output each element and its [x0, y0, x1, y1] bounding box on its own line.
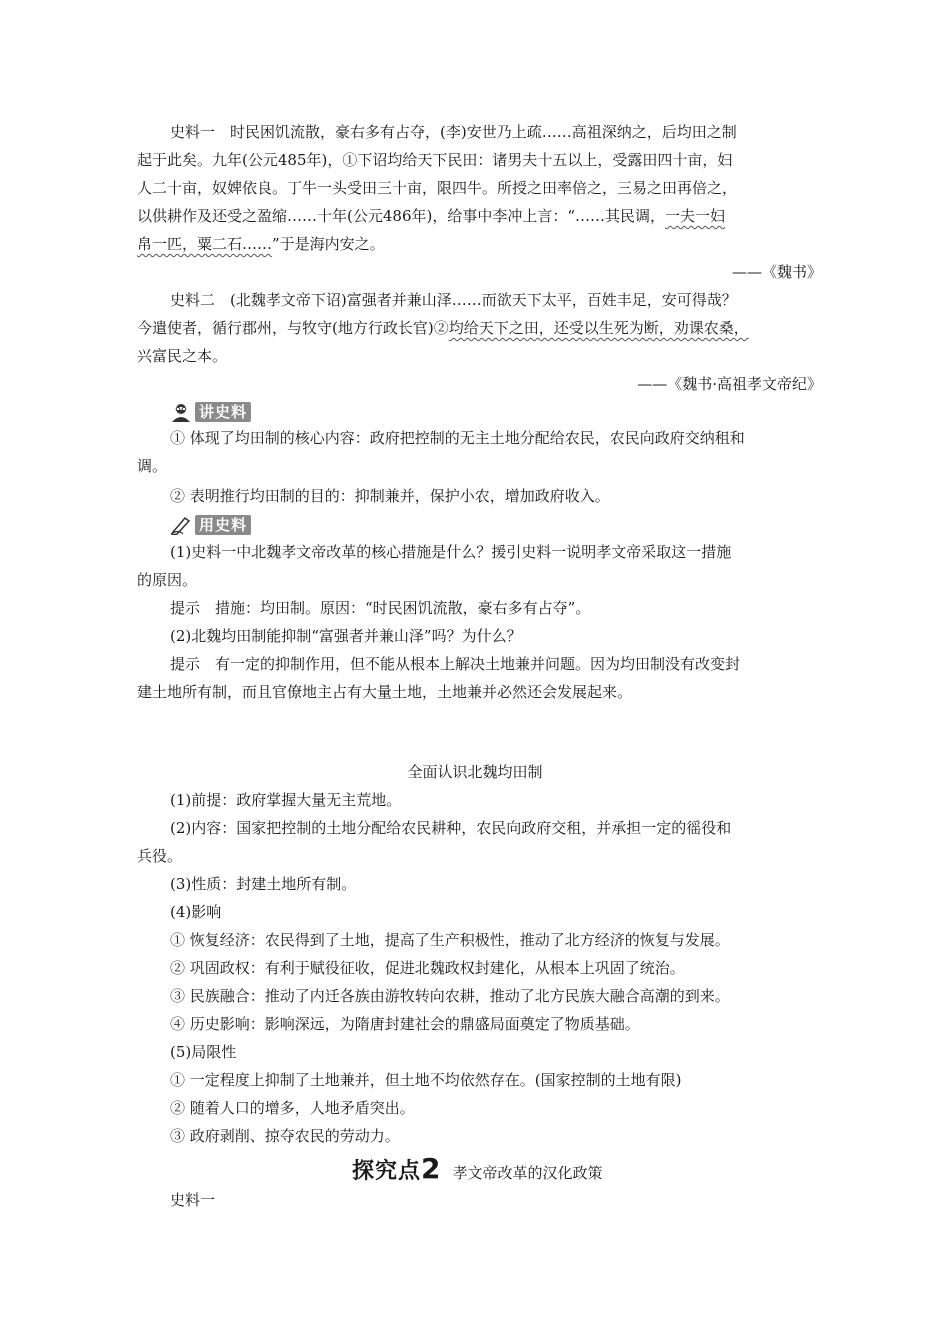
- question1-line2: 的原因。: [137, 571, 198, 589]
- source1-line1: 史料一 时民困饥流散，豪右多有占夺，(李)安世乃上疏……高祖深纳之，后均田之制: [170, 123, 737, 141]
- pen-icon: [170, 515, 192, 535]
- section2-number: 2: [421, 1152, 441, 1185]
- source2-line3: 兴富民之本。: [137, 347, 228, 365]
- summary-limit-1: ① 一定程度上抑制了土地兼并，但土地不均依然存在。(国家控制的土地有限): [170, 1071, 682, 1089]
- source1-line3: 人二十亩，奴婢依良。丁牛一头受田三十亩，限四牛。所授之田率倍之，三易之田再倍之，: [137, 179, 738, 197]
- source1-line5-text: ”于是海内安之。: [272, 235, 385, 253]
- summary-title: 全面认识北魏均田制: [407, 763, 543, 781]
- source2-line2-emphasis: 均给天下之田，还受以生死为断，劝课农桑，: [448, 319, 749, 337]
- summary-impact-4: ④ 历史影响：影响深远，为隋唐封建社会的鼎盛局面奠定了物质基础。: [170, 1015, 640, 1033]
- source2-citation: ——《魏书·高祖孝文帝纪》: [637, 375, 822, 393]
- summary-impact-heading: (4)影响: [170, 903, 222, 921]
- source1-line4: [137, 202, 827, 230]
- answer1: 提示 措施：均田制。原因：“时民困饥流散，豪右多有占夺”。: [170, 599, 591, 617]
- section2-title: [352, 1152, 441, 1185]
- source1-line2: 起于此矣。九年(公元485年)，①下诏均给天下民田：诸男夫十五以上，受露田四十亩，妇: [137, 151, 733, 169]
- use-tag: 用史料: [195, 515, 251, 535]
- source1-citation: ——《魏书》: [731, 263, 822, 281]
- source2-line1: 史料二 (北魏孝文帝下诏)富强者并兼山泽……而欲天下太平，百姓丰足，安可得哉？: [170, 291, 737, 309]
- source1-line5-emphasis: 帛一匹，粟二石……: [137, 235, 273, 253]
- section2-next-source: 史料一: [170, 1191, 216, 1209]
- summary-impact-1: ① 恢复经济：农民得到了土地，提高了生产积极性，推动了北方经济的恢复与发展。: [170, 931, 730, 949]
- source1-line4-text: 以供耕作及还受之盈缩……十年(公元486年)，给事中李冲上言：“……其民调，: [137, 207, 666, 225]
- section2-main: 探究点: [352, 1159, 422, 1184]
- source1-line5: [137, 230, 827, 258]
- explain-point2: ② 表明推行均田制的目的：抑制兼并，保护小农，增加政府收入。: [170, 487, 610, 505]
- source2-line2-text: 今遣使者，循行郡州，与牧守(地方行政长官)②: [137, 319, 449, 337]
- teacher-icon: [170, 402, 192, 422]
- question1-line1: (1)史料一中北魏孝文帝改革的核心措施是什么？援引史料一说明孝文帝采取这一措施: [170, 543, 732, 561]
- summary-nature: (3)性质：封建土地所有制。: [170, 875, 357, 893]
- section2-heading: [352, 1152, 603, 1185]
- source2-line2: [137, 314, 827, 342]
- summary-premise: (1)前提：政府掌握大量无主荒地。: [170, 791, 402, 809]
- summary-limit-heading: (5)局限性: [170, 1043, 237, 1061]
- answer2-line1: 提示 有一定的抑制作用，但不能从根本上解决土地兼并问题。因为均田制没有改变封: [170, 655, 741, 673]
- explain-label: [170, 401, 251, 423]
- section2-subtitle: 孝文帝改革的汉化政策: [452, 1164, 603, 1182]
- use-label: [170, 514, 251, 536]
- summary-limit-2: ② 随着人口的增多，人地矛盾突出。: [170, 1099, 415, 1117]
- summary-impact-3: ③ 民族融合：推动了内迁各族由游牧转向农耕，推动了北方民族大融合高潮的到来。: [170, 987, 730, 1005]
- explain-point1-line1: ① 体现了均田制的核心内容：政府把控制的无主土地分配给农民，农民向政府交纳租和: [170, 429, 745, 447]
- question2: (2)北魏均田制能抑制“富强者并兼山泽”吗？为什么？: [170, 627, 522, 645]
- summary-content-line2: 兵役。: [137, 847, 183, 865]
- source1-line4-emphasis: 一夫一妇: [665, 207, 726, 225]
- answer2-line2: 建土地所有制，而且官僚地主占有大量土地，土地兼并必然还会发展起来。: [137, 683, 633, 701]
- explain-tag: 讲史料: [195, 402, 251, 422]
- summary-impact-2: ② 巩固政权：有利于赋役征收，促进北魏政权封建化，从根本上巩固了统治。: [170, 959, 685, 977]
- summary-limit-3: ③ 政府剥削、掠夺农民的劳动力。: [170, 1127, 400, 1145]
- summary-content-line1: (2)内容：国家把控制的土地分配给农民耕种，农民向政府交租，并承担一定的徭役和: [170, 819, 732, 837]
- explain-point1-line2: 调。: [137, 457, 168, 475]
